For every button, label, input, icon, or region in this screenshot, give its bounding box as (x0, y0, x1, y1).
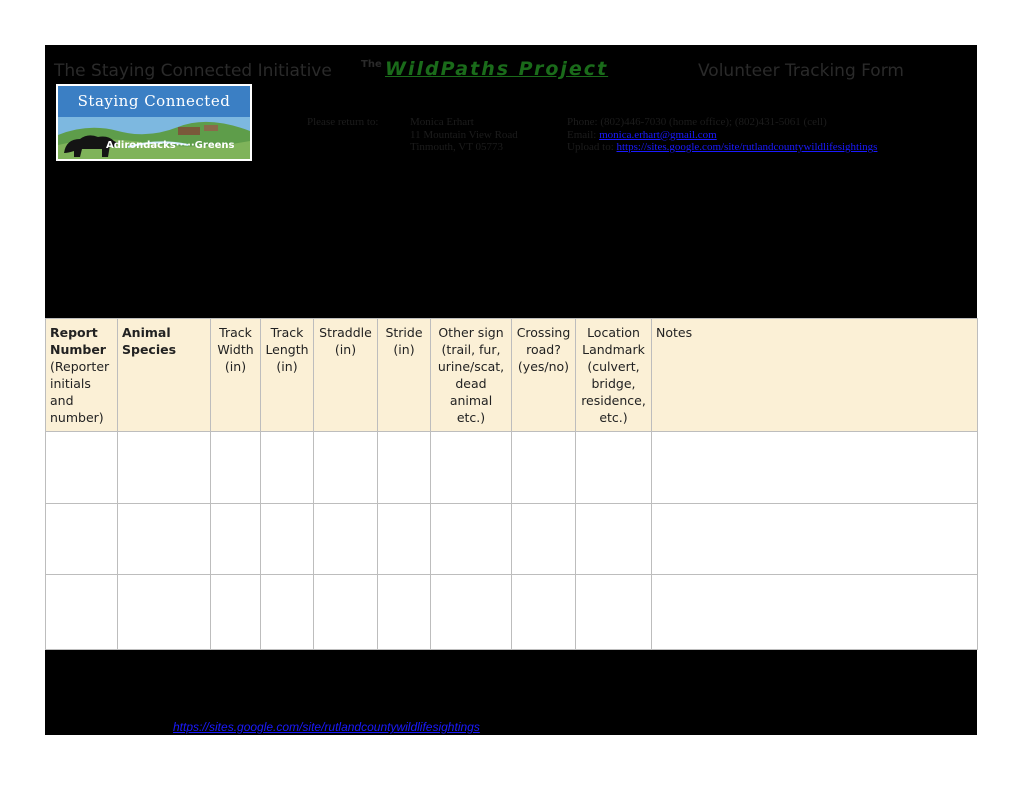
table-cell[interactable] (431, 575, 512, 650)
table-cell[interactable] (512, 432, 576, 504)
return-name: Monica Erhart (410, 116, 474, 128)
phone-label: Phone: (567, 116, 598, 128)
initiative-title: The Staying Connected Initiative (54, 61, 332, 81)
table-cell[interactable] (431, 432, 512, 504)
contact-info (567, 116, 877, 154)
table-row (46, 504, 978, 575)
table-cell[interactable] (652, 432, 978, 504)
email-label: Email: (567, 128, 597, 141)
upload-label: Upload to: (567, 141, 614, 153)
table-cell[interactable] (576, 575, 652, 650)
table-cell[interactable] (314, 432, 378, 504)
table-cell[interactable] (211, 504, 261, 575)
footer-upload-link[interactable]: https://sites.google.com/site/rutlandcountywildlifesightings (173, 720, 480, 734)
table-row (46, 432, 978, 504)
form-sheet (45, 45, 977, 735)
table-cell[interactable] (46, 504, 118, 575)
table-cell[interactable] (378, 575, 431, 650)
table-cell[interactable] (118, 432, 211, 504)
col-text: Crossing road? (yes/no) (516, 325, 571, 374)
col-text: Track Length (in) (265, 325, 309, 374)
table-cell[interactable] (378, 432, 431, 504)
table-cell[interactable] (431, 504, 512, 575)
staying-connected-logo (56, 84, 252, 161)
col-other-sign (431, 319, 512, 432)
phone-value: (802)446-7030 (home office); (802)431-5061 (cell) (600, 116, 827, 128)
table-cell[interactable] (314, 575, 378, 650)
upload-line (567, 141, 877, 154)
project-the-label: The (361, 59, 382, 70)
col-track-width (211, 319, 261, 432)
col-text: Other sign (trail, fur, urine/scat, dead animal etc.) (437, 325, 505, 425)
col-text: Location Landmark (culvert, bridge, residence, etc.) (581, 325, 646, 425)
table-cell[interactable] (576, 504, 652, 575)
tracking-table (45, 318, 978, 650)
col-text: Straddle (in) (319, 325, 372, 357)
table-cell[interactable] (261, 432, 314, 504)
table-cell[interactable] (211, 575, 261, 650)
phone-line (567, 116, 877, 129)
table-cell[interactable] (652, 504, 978, 575)
table-cell[interactable] (512, 575, 576, 650)
table-cell[interactable] (378, 504, 431, 575)
table-cell[interactable] (211, 432, 261, 504)
bear-landscape-icon (58, 117, 250, 159)
col-text: Notes (656, 325, 693, 340)
table-cell[interactable] (46, 432, 118, 504)
col-crossing-road (512, 319, 576, 432)
table-cell[interactable] (652, 575, 978, 650)
col-stride (378, 319, 431, 432)
email-link[interactable]: monica.erhart@gmail.com (599, 128, 717, 141)
email-line (567, 129, 877, 142)
col-text: Track Width (in) (217, 325, 254, 374)
table-cell[interactable] (118, 504, 211, 575)
col-animal-species (118, 319, 211, 432)
return-city: Tinmouth, VT 05773 (410, 141, 504, 153)
col-bold: Report Number (50, 325, 106, 357)
logo-title: Staying Connected (58, 86, 250, 117)
table-cell[interactable] (118, 575, 211, 650)
return-label: Please return to: (307, 116, 379, 128)
logo-subtitle: Adirondacks·····Greens (106, 140, 235, 151)
project-title: WildPaths Project (385, 58, 609, 80)
table-cell[interactable] (576, 432, 652, 504)
return-street: 11 Mountain View Road (410, 128, 518, 141)
table-cell[interactable] (261, 575, 314, 650)
col-text: (Reporter initials and number) (50, 359, 110, 425)
col-bold: Animal Species (122, 325, 177, 357)
return-address (410, 116, 518, 154)
table-header-row (46, 319, 978, 432)
col-location-landmark (576, 319, 652, 432)
form-title: Volunteer Tracking Form (698, 61, 904, 81)
table-cell[interactable] (261, 504, 314, 575)
table-row (46, 575, 978, 650)
col-track-length (261, 319, 314, 432)
col-text: Stride (in) (385, 325, 423, 357)
table-cell[interactable] (512, 504, 576, 575)
col-report-number (46, 319, 118, 432)
table-cell[interactable] (46, 575, 118, 650)
table-cell[interactable] (314, 504, 378, 575)
col-straddle (314, 319, 378, 432)
col-notes (652, 319, 978, 432)
upload-link[interactable]: https://sites.google.com/site/rutlandcountywildlifesightings (616, 141, 878, 153)
